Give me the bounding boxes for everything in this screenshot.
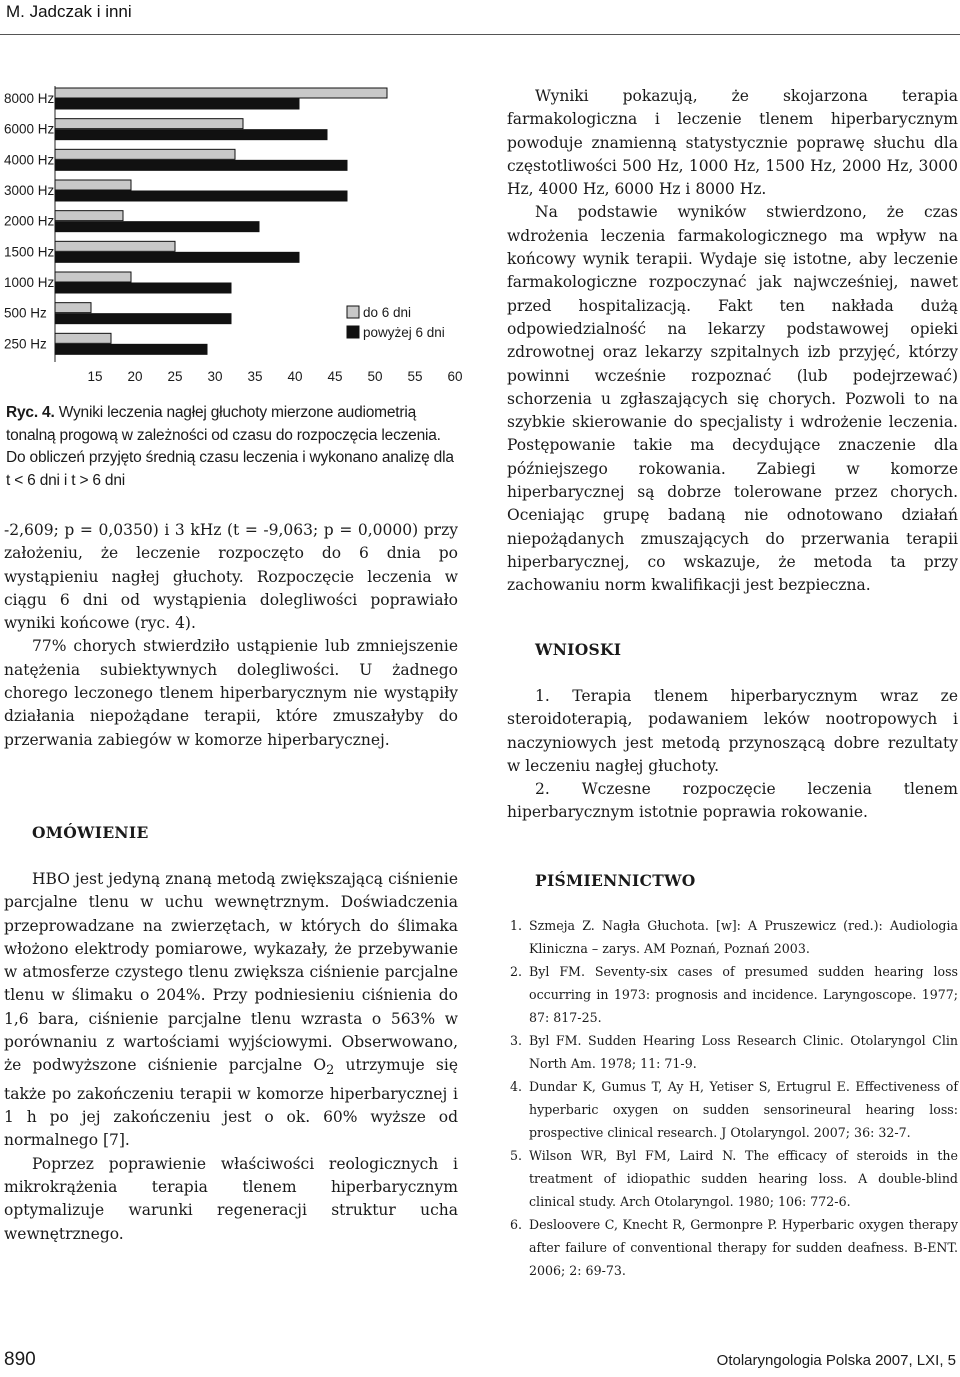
conclusion-item: 2. Wczesne rozpoczęcie leczenia tlenem hiperbarycznym istotnie poprawia rokowanie. (507, 780, 958, 822)
x-tick-label: 45 (327, 369, 343, 384)
left-column-discussion (4, 868, 458, 1246)
y-tick-label: 3000 Hz (4, 183, 55, 198)
bar-do-6-dni (55, 119, 243, 129)
bar-powyzej-6-dni (55, 191, 347, 201)
bar-do-6-dni (55, 149, 235, 159)
heading-discussion: OMÓWIENIE (32, 823, 149, 842)
reference-number: 1. (510, 918, 523, 933)
bar-powyzej-6-dni (55, 160, 347, 170)
bar-do-6-dni (55, 211, 123, 221)
figure-caption (6, 402, 458, 492)
reference-text: Dundar K, Gumus T, Ay H, Yetiser S, Ertugrul E. Effectiveness of hyperbaric oxygen on sudden sensorineural hearing loss: prospective clinical research. J Otolaryngol. 2007; 36: 32-7. (529, 1079, 958, 1140)
caption-label: Ryc. 4. (6, 404, 55, 421)
bar-powyzej-6-dni (55, 344, 207, 354)
paragraph: Poprzez poprawienie właściwości reologicznych i mikrokrążenia terapia tlenem hiperbarycznym optymalizuje warunki regeneracji struktur ucha wewnętrznego. (4, 1154, 458, 1243)
caption-text: Wyniki leczenia nagłej głuchoty mierzone audiometrią tonalną progową w zależności od czasu do rozpoczęcia leczenia. Do obliczeń przyjęto średnią czasu leczenia i wykonano analizę dla t < 6 dni i t > 6 dni (6, 404, 454, 489)
x-tick-label: 50 (367, 369, 383, 384)
reference-text: Byl FM. Seventy-six cases of presumed sudden hearing loss occurring in 1973: prognosis and incidence. Laryngoscope. 1977; 87: 817-25. (529, 964, 958, 1025)
subscript: 2 (326, 1063, 335, 1079)
bar-do-6-dni (55, 333, 111, 343)
legend-swatch (347, 326, 359, 338)
chart-x-labels (87, 369, 462, 384)
paragraph: Wyniki pokazują, że skojarzona terapia farmakologiczna i leczenie tlenem hiperbarycznym powoduje znamienną statystycznie poprawę słuchu dla częstotliwości 500 Hz, 1000 Hz, 1500 Hz, 2000 Hz, 3000 Hz, 4000 Hz, 6000 Hz i 8000 Hz. (507, 87, 958, 199)
reference-item (510, 1075, 958, 1144)
paragraph (4, 868, 458, 1153)
bar-do-6-dni (55, 241, 175, 251)
heading-references: PIŚMIENNICTWO (535, 871, 696, 890)
reference-item (510, 960, 958, 1029)
bar-chart (0, 78, 470, 393)
reference-number: 2. (510, 964, 523, 979)
bar-powyzej-6-dni (55, 99, 299, 109)
x-tick-label: 30 (207, 369, 223, 384)
reference-text: Desloovere C, Knecht R, Germonpre P. Hyperbaric oxygen therapy after failure of conventional therapy for sudden deafness. B-ENT. 2006; 2: 69-73. (529, 1217, 958, 1278)
reference-text: Wilson WR, Byl FM, Laird N. The efficacy of steroids in the treatment of idiopathic sudden hearing loss. A double-blind clinical study. Arch Otolaryngol. 1980; 106: 772-6. (529, 1148, 958, 1209)
journal-name: Otolaryngologia Polska 2007, LXI, 5 (716, 1352, 956, 1369)
reference-number: 6. (510, 1217, 523, 1232)
reference-list (510, 914, 958, 1282)
reference-number: 5. (510, 1148, 523, 1163)
conclusion-item: 1. Terapia tlenem hiperbarycznym wraz ze steroidoterapią, podawaniem leków nootropowych i naczyniowych jest metodą przynoszącą dobre rezultaty w leczeniu nagłej głuchoty. (507, 687, 958, 775)
y-tick-label: 8000 Hz (4, 91, 55, 106)
y-tick-label: 1000 Hz (4, 275, 55, 290)
chart-legend (347, 305, 445, 340)
paragraph: -2,609; p = 0,0350) i 3 kHz (t = -9,063; p = 0,0000) przy założeniu, że leczenie rozpoczęto do 6 dnia po wystąpieniu nagłej głuchoty. Rozpoczęcie leczenia w ciągu 6 dni od wystąpienia dolegliwości poprawiało wyniki końcowe (ryc. 4). (4, 521, 458, 633)
legend-label: do 6 dni (363, 305, 412, 320)
x-tick-label: 25 (167, 369, 183, 384)
reference-item (510, 1213, 958, 1282)
bar-powyzej-6-dni (55, 222, 259, 232)
chart-bars (55, 88, 387, 354)
x-tick-label: 20 (127, 369, 143, 384)
left-column-results (4, 519, 458, 752)
y-tick-label: 1500 Hz (4, 244, 55, 260)
chart-y-labels (4, 91, 55, 351)
reference-item (510, 1144, 958, 1213)
paragraph-text: utrzymuje się także po zakończeniu terapii w komorze hiperbarycznej i 1 h po jej zakończeniu jest o ok. 60% wyższe od normalnego [7]. (4, 1056, 458, 1150)
running-header-author: M. Jadczak i inni (6, 2, 132, 21)
reference-number: 4. (510, 1079, 523, 1094)
bar-powyzej-6-dni (55, 314, 231, 324)
legend-swatch (347, 306, 359, 318)
x-tick-label: 40 (287, 369, 303, 384)
bar-do-6-dni (55, 303, 91, 313)
bar-do-6-dni (55, 88, 387, 98)
bar-do-6-dni (55, 180, 131, 190)
reference-text: Szmeja Z. Nagła Głuchota. [w]: A Pruszewicz (red.): Audiologia Kliniczna – zarys. AM Poznań, Poznań 2003. (529, 918, 958, 956)
x-tick-label: 35 (247, 369, 263, 384)
bar-powyzej-6-dni (55, 130, 327, 140)
conclusions (507, 685, 958, 825)
bar-powyzej-6-dni (55, 252, 299, 262)
bar-powyzej-6-dni (55, 283, 231, 293)
x-tick-label: 60 (447, 369, 463, 384)
y-tick-label: 500 Hz (4, 305, 47, 321)
reference-item (510, 1029, 958, 1075)
y-tick-label: 250 Hz (4, 336, 47, 352)
paragraph: 77% chorych stwierdziło ustąpienie lub zmniejszenie natężenia subiektywnych dolegliwości. U żadnego chorego leczonego tlenem hiperbarycznym nie wystąpiły działania niepożądane terapii, które zmuszałyby do przerwania zabiegów w komorze hiperbarycznej. (4, 637, 458, 749)
legend-label: powyżej 6 dni (363, 325, 445, 340)
paragraph-text: HBO jest jedyną znaną metodą zwiększającą ciśnienie parcjalne tlenu w uchu wewnętrznym. Doświadczenia przeprowadzane na zwierzętach, w których do ślimaka włożono elektrody pomiarowe, wykazały, że przebywanie w atmosferze czystego tlenu zwiększa ciśnienie parcjalne tlenu w ślimaku o 204%. Przy podniesieniu ciśnienia do 1,6 bara, ciśnienie parcjalne tlenu wzrasta o 563% w porównaniu z wartościami wyjściowymi. Obserwowano, że podwyższone ciśnienie parcjalne O (4, 870, 458, 1075)
reference-number: 3. (510, 1033, 523, 1048)
paragraph: Na podstawie wyników stwierdzono, że czas wdrożenia leczenia farmakologicznego ma wpływ na końcowy wynik terapii. Wydaje się istotne, aby leczenie farmakologiczne rozpoczynać jak najwcześniej, nawet przed hospitalizacją. Fakt ten nakłada dużą odpowiedzialność na lekarzy podstawowej opieki zdrowotnej oraz lekarzy szpitalnych izb przyjęć, którzy powinni wcześnie rozpoznać (lub podejrzewać) schorzenia u zgłaszających się chorych. Pozwoli to na szybkie skierowanie do specjalisty i wdrożenie leczenia. Postępowanie takie ma decydujące znaczenie dla późniejszego rokowania. Zabiegi w komorze hiperbarycznej są dobrze tolerowane przez chorych. Oceniając grupę badaną nie odnotowano działań niepożądanych zmuszających do przerwania terapii hiperbarycznej, co wskazuje, że metoda ta przy zachowaniu norm kwalifikacji jest bezpieczna. (507, 203, 958, 595)
bar-do-6-dni (55, 272, 131, 282)
x-tick-label: 15 (87, 369, 103, 384)
reference-text: Byl FM. Sudden Hearing Loss Research Clinic. Otolaryngol Clin North Am. 1978; 11: 71-9. (529, 1033, 958, 1071)
reference-item (510, 914, 958, 960)
header-rule (0, 34, 960, 35)
y-tick-label: 4000 Hz (4, 152, 55, 168)
page-number: 890 (4, 1349, 36, 1370)
right-column-discussion (507, 85, 958, 598)
y-tick-label: 6000 Hz (4, 121, 55, 137)
x-tick-label: 55 (407, 369, 423, 384)
heading-conclusions: WNIOSKI (535, 640, 622, 659)
y-tick-label: 2000 Hz (4, 213, 55, 229)
